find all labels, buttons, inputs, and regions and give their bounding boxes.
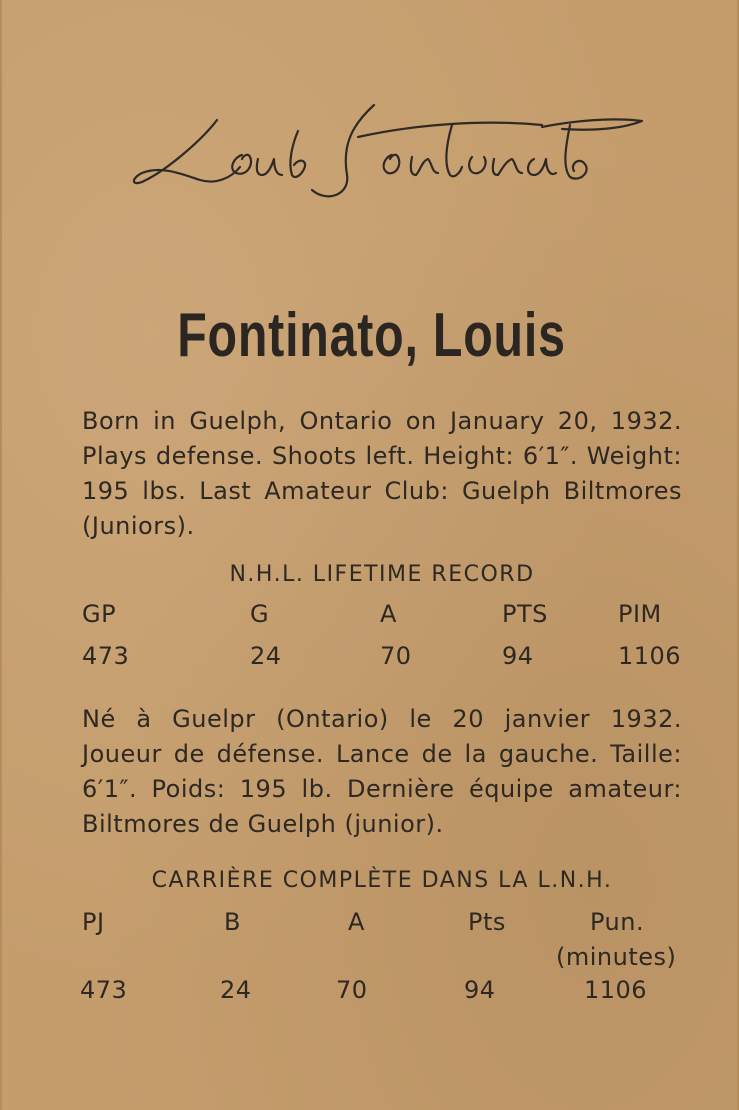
value-a: 70 [380, 642, 412, 670]
player-name: Fontinato, Louis [177, 301, 566, 370]
record-title-english: N.H.L. LIFETIME RECORD [229, 562, 535, 587]
header-pun-minutes: (minutes) [556, 943, 677, 971]
header-pts-fr: Pts [468, 908, 506, 936]
value-pim: 1106 [618, 642, 682, 670]
value-pts: 94 [502, 642, 534, 670]
autograph-signature [122, 85, 662, 225]
value-b: 24 [220, 976, 252, 1004]
value-pj: 473 [80, 976, 128, 1004]
value-g: 24 [250, 642, 282, 670]
header-b: B [224, 908, 241, 936]
value-gp: 473 [82, 642, 130, 670]
header-pj: PJ [82, 908, 105, 936]
header-a: A [380, 600, 397, 628]
header-pun: Pun. [590, 908, 645, 936]
value-pun: 1106 [584, 976, 648, 1004]
bio-english: Born in Guelph, Ontario on January 20, 1932. Plays defense. Shoots left. Height: 6′1″. Weight: 195 lbs. Last Amateur Club: Guelph Biltmores (Juniors). [82, 407, 682, 540]
record-title-french: CARRIÈRE COMPLÈTE DANS LA L.N.H. [151, 868, 613, 893]
value-a-fr: 70 [336, 976, 368, 1004]
header-a-fr: A [348, 908, 365, 936]
header-gp: GP [82, 600, 117, 628]
header-pim: PIM [618, 600, 662, 628]
value-pts-fr: 94 [464, 976, 496, 1004]
bio-french: Né à Guelpr (Ontario) le 20 janvier 1932. Joueur de défense. Lance de la gauche. Taille: 6′1″. Poids: 195 lb. Dernière équipe amateur: Biltmores de Guelph (junior). [82, 705, 682, 838]
header-pts: PTS [502, 600, 548, 628]
header-g: G [250, 600, 270, 628]
